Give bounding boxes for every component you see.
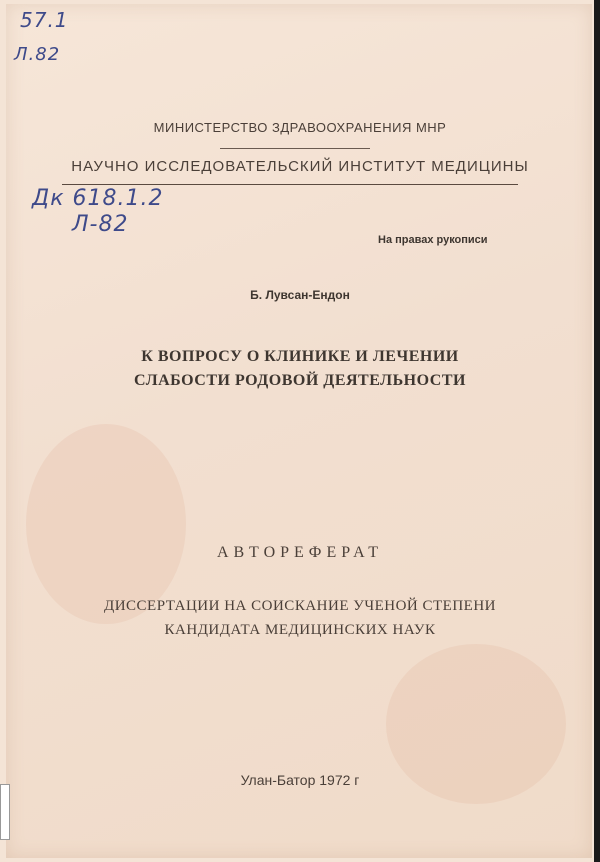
- title-line-2: СЛАБОСТИ РОДОВОЙ ДЕЯТЕЛЬНОСТИ: [134, 372, 466, 389]
- scan-binding-strip: [0, 784, 10, 840]
- title-line-1: К ВОПРОСУ О КЛИНИКЕ И ЛЕЧЕНИИ: [141, 348, 459, 365]
- handwritten-call-number: Дк 618.1.2: [32, 186, 164, 211]
- author-name: Б. Лувсан-Ендон: [250, 288, 350, 302]
- divider-long: [62, 184, 518, 185]
- paper-stain: [26, 424, 186, 624]
- handwritten-code: 57.1: [20, 8, 69, 32]
- imprint: Улан-Батор 1972 г: [240, 772, 360, 788]
- dissertation-line-2: КАНДИДАТА МЕДИЦИНСКИХ НАУК: [164, 622, 436, 638]
- document-type: АВТОРЕФЕРАТ: [217, 544, 383, 561]
- handwritten-subcode: Л.82: [14, 44, 61, 65]
- rights-note: На правах рукописи: [378, 234, 488, 246]
- ministry-heading: МИНИСТЕРСТВО ЗДРАВООХРАНЕНИЯ МНР: [153, 120, 447, 135]
- divider-short: [220, 148, 370, 149]
- institute-heading: НАУЧНО ИССЛЕДОВАТЕЛЬСКИЙ ИНСТИТУТ МЕДИЦИНЫ: [71, 158, 529, 175]
- handwritten-call-number-2: Л-82: [72, 212, 129, 237]
- dissertation-line-1: ДИССЕРТАЦИИ НА СОИСКАНИЕ УЧЕНОЙ СТЕПЕНИ: [103, 598, 497, 614]
